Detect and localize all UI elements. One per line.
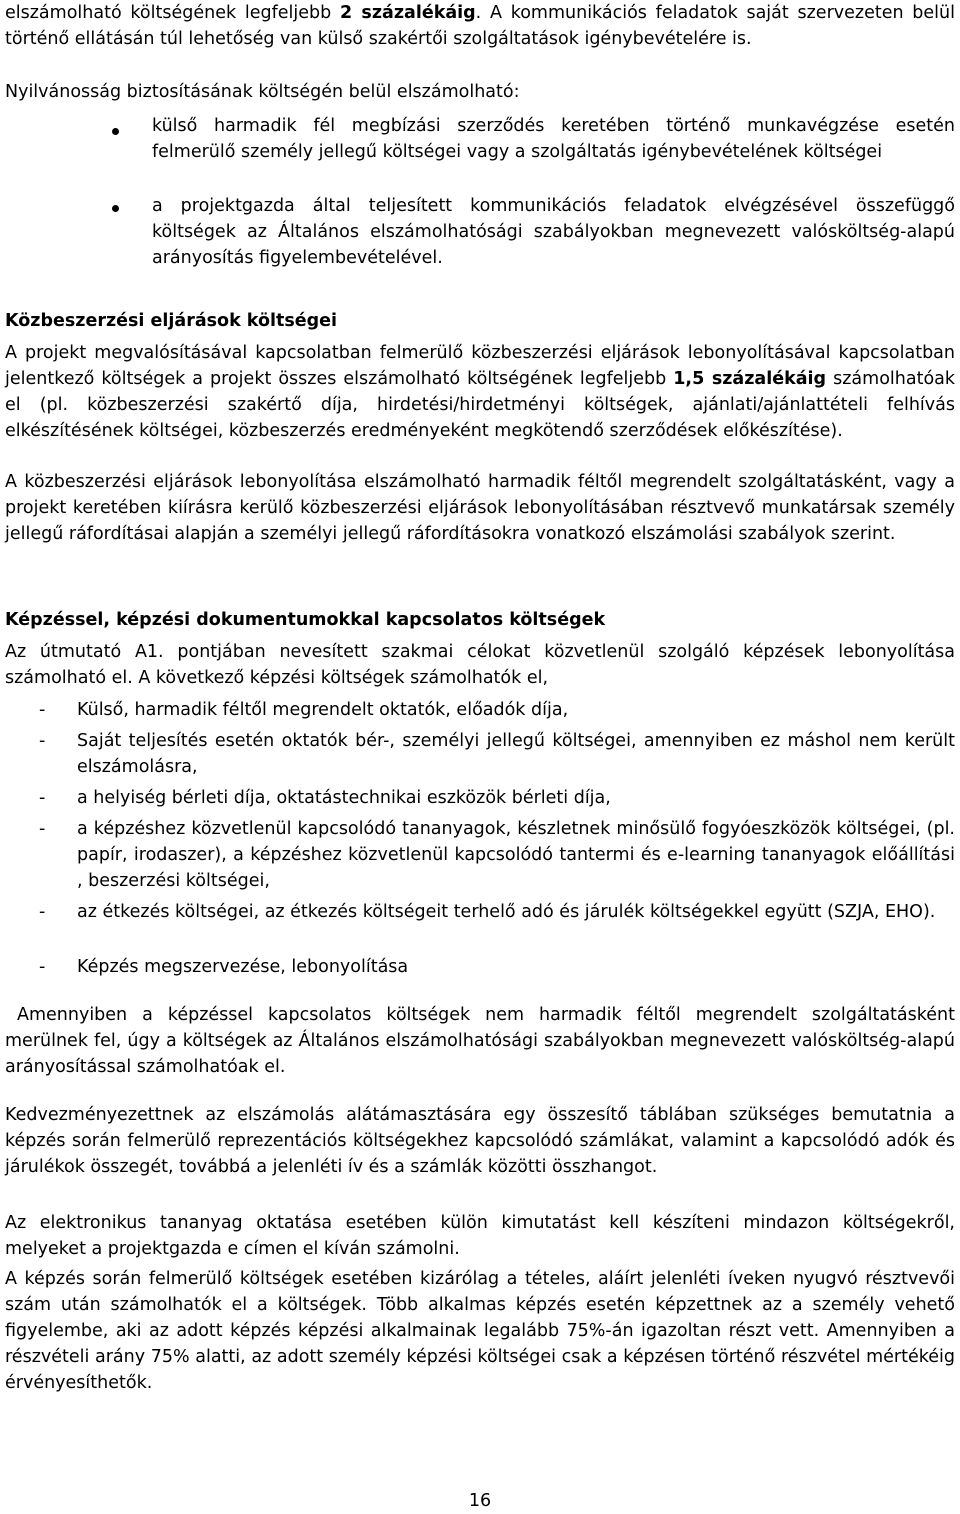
section-paragraph: A képzés során felmerülő költségek esetében kizárólag a tételes, aláírt jelenléti íveken nyugvó résztvevői szám után számolhatók el a költségek. Több alkalmas képzés esetén képzettnek az a személy vehető figyelembe, aki az adott képzés képzési alkalmainak legalább 75%-án igazoltan részt vett. Amennyiben a részvételi arány 75% alatti, az adott személy képzési költségei csak a képzésen történő részvétel mértékéig érvényesíthetők. — [5, 1269, 955, 1393]
intro-bold: 2 százalékáig — [339, 3, 476, 23]
list-item: a helyiség bérleti díja, oktatástechnikai eszközök bérleti díja, — [77, 788, 611, 808]
list-item: Saját teljesítés esetén oktatók bér-, személyi jellegű költségei, amennyiben ez máshol nem került elszámolásra, — [77, 731, 955, 777]
paragraph-text-cont: számolhatóak el (pl. közbeszerzési szakértő díja, hirdetési/hirdetményi költségek, ajánlati/ajánlattételi felhívás elkészítésének költségei, közbeszerzés eredményeként megkötendő szerződések előkészítése). — [5, 369, 956, 441]
section-paragraph: A közbeszerzési eljárások lebonyolítása elszámolható harmadik féltől megrendelt szolgáltatásként, vagy a projekt keretében kiírásra kerülő közbeszerzési eljárások lebonyolításában résztvevő munkatársak személy jellegű ráfordításai alapján a személyi jellegű ráfordításokra vonatkozó elszámolási szabályok szerint. — [5, 472, 955, 544]
section-paragraph: Az elektronikus tananyag oktatása esetében külön kimutatást kell készíteni mindazon költségekről, melyeket a projektgazda e címen el kíván számolni. — [5, 1213, 955, 1259]
section-paragraph: Kedvezményezettnek az elszámolás alátámasztására egy összesítő táblában szükséges bemutatnia a képzés során felmerülő reprezentációs költségekhez kapcsolódó számlákat, valamint a kapcsolódó adók és járulékok összegét, továbbá a jelenléti ív és a számlák közötti összhangot. — [5, 1105, 955, 1177]
bullet-icon — [112, 205, 119, 212]
bullet-item: a projektgazda által teljesített kommunikációs feladatok elvégzésével összefüggő költségek az Általános elszámolhatósági szabályokban megnevezett valósköltség-alapú arányosítás figyelembevételével. — [152, 196, 955, 268]
intro-text-cont: . A kommunikációs feladatok saját szervezeten belül történő ellátásán túl lehetőség van külső szakértői szolgáltatások igénybevételére is. — [5, 3, 955, 49]
list-item: Képzés megszervezése, lebonyolítása — [77, 957, 409, 977]
intro-paragraph — [5, 0, 955, 52]
section-paragraph: Az útmutató A1. pontjában nevesített szakmai célokat közvetlenül szolgáló képzések lebonyolítása számolható el. A következő képzési költségek számolhatók el, — [5, 642, 955, 688]
section-heading: Közbeszerzési eljárások költségei — [5, 311, 338, 331]
list-item: Külső, harmadik féltől megrendelt oktatók, előadók díja, — [77, 700, 569, 720]
section-paragraph — [5, 340, 955, 444]
list-item: a képzéshez közvetlenül kapcsolódó tananyagok, készletnek minősülő fogyóeszközök költségei, (pl. papír, irodaszer), a képzéshez közvetlenül kapcsolódó tantermi és e-learning tananyagok előállítási , beszerzési költségei, — [77, 819, 955, 891]
dash-marker: - — [39, 731, 46, 751]
page-number: 16 — [468, 1491, 492, 1511]
dash-marker: - — [39, 819, 46, 839]
dash-marker: - — [39, 788, 46, 808]
bullet-icon — [112, 128, 119, 135]
paragraph-bold: 1,5 százalékáig — [673, 369, 827, 389]
lead-paragraph: Nyilvánosság biztosításának költségén belül elszámolható: — [5, 82, 520, 102]
bullet-item: külső harmadik fél megbízási szerződés keretében történő munkavégzése esetén felmerülő személy jellegű költségei vagy a szolgáltatás igénybevételének költségei — [152, 116, 955, 162]
section-paragraph: Amennyiben a képzéssel kapcsolatos költségek nem harmadik féltől megrendelt szolgáltatásként merülnek fel, úgy a költségek az Általános elszámolhatósági szabályokban megnevezett valósköltség-alapú arányosítással számolhatóak el. — [5, 1005, 955, 1077]
intro-text: elszámolható költségének legfeljebb — [5, 3, 340, 23]
dash-marker: - — [39, 957, 46, 977]
paragraph-text: A projekt megvalósításával kapcsolatban felmerülő közbeszerzési eljárások lebonyolításával kapcsolatban jelentkező költségek a projekt összes elszámolható költségének legfeljebb — [5, 343, 955, 389]
dash-marker: - — [39, 902, 46, 922]
list-item: az étkezés költségei, az étkezés költségeit terhelő adó és járulék költségekkel együtt (SZJA, EHO). — [77, 902, 936, 922]
section-heading: Képzéssel, képzési dokumentumokkal kapcsolatos költségek — [5, 610, 606, 630]
dash-marker: - — [39, 700, 46, 720]
